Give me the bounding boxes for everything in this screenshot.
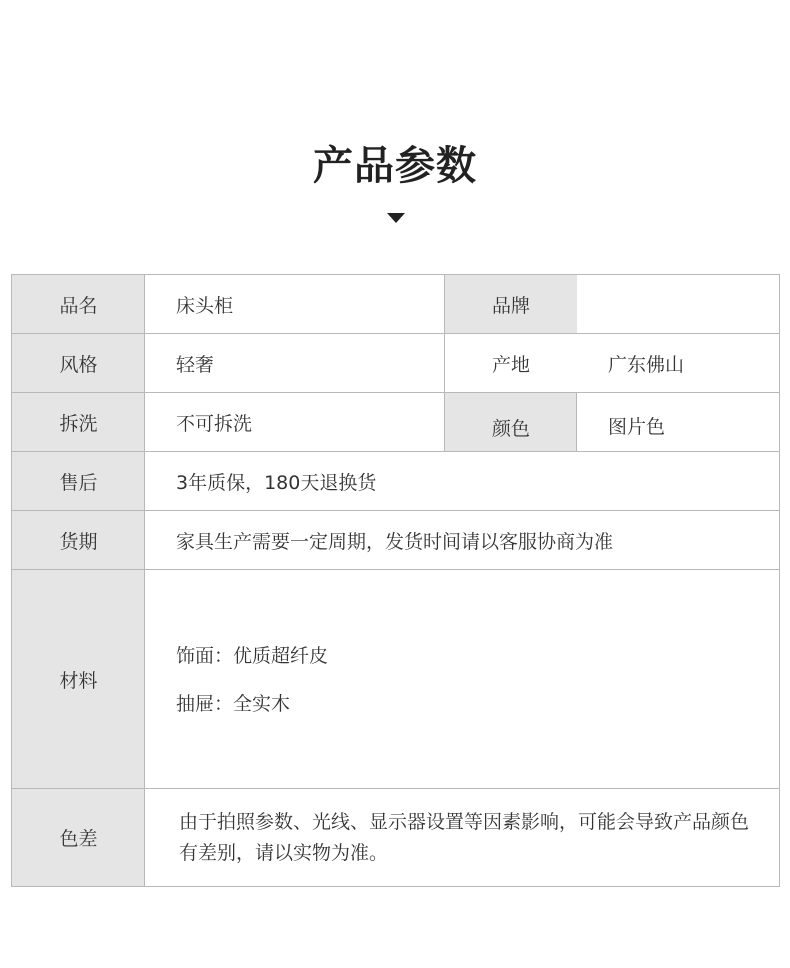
row-divider [12, 451, 779, 452]
material-line-finish: 饰面：优质超纤皮 [176, 644, 329, 667]
label-color-difference: 色差 [12, 789, 145, 886]
material-line-drawer: 抽屉：全实木 [176, 692, 291, 715]
label-delivery: 货期 [12, 511, 145, 570]
value-product-name: 床头柜 [145, 275, 445, 334]
column-divider [144, 275, 145, 886]
label-material: 材料 [12, 570, 145, 789]
row-divider [12, 788, 779, 789]
column-divider [576, 393, 577, 452]
product-parameter-table [11, 274, 780, 887]
value-origin: 广东佛山 [577, 334, 779, 393]
value-brand [577, 275, 779, 334]
row-divider [12, 392, 779, 393]
page-title: 产品参数 [313, 143, 477, 189]
value-color-difference: 由于拍照参数、光线、显示器设置等因素影响，可能会导致产品颜色有差别，请以实物为准。 [145, 789, 779, 886]
value-material [145, 570, 779, 789]
row-divider [12, 510, 779, 511]
value-after-sales: 3年质保，180天退换货 [145, 452, 779, 511]
value-style: 轻奢 [145, 334, 445, 393]
label-product-name: 品名 [12, 275, 145, 334]
label-brand: 品牌 [445, 275, 577, 334]
value-delivery: 家具生产需要一定周期，发货时间请以客服协商为准 [145, 511, 779, 570]
label-style: 风格 [12, 334, 145, 393]
label-washable: 拆洗 [12, 393, 145, 452]
label-color: 颜色 [445, 393, 577, 452]
row-divider [12, 569, 779, 570]
column-divider [444, 275, 445, 451]
value-washable: 不可拆洗 [145, 393, 445, 452]
label-origin: 产地 [445, 334, 577, 393]
row-divider [12, 333, 779, 334]
down-arrow-icon [387, 213, 405, 223]
label-after-sales: 售后 [12, 452, 145, 511]
value-color: 图片色 [577, 393, 779, 452]
